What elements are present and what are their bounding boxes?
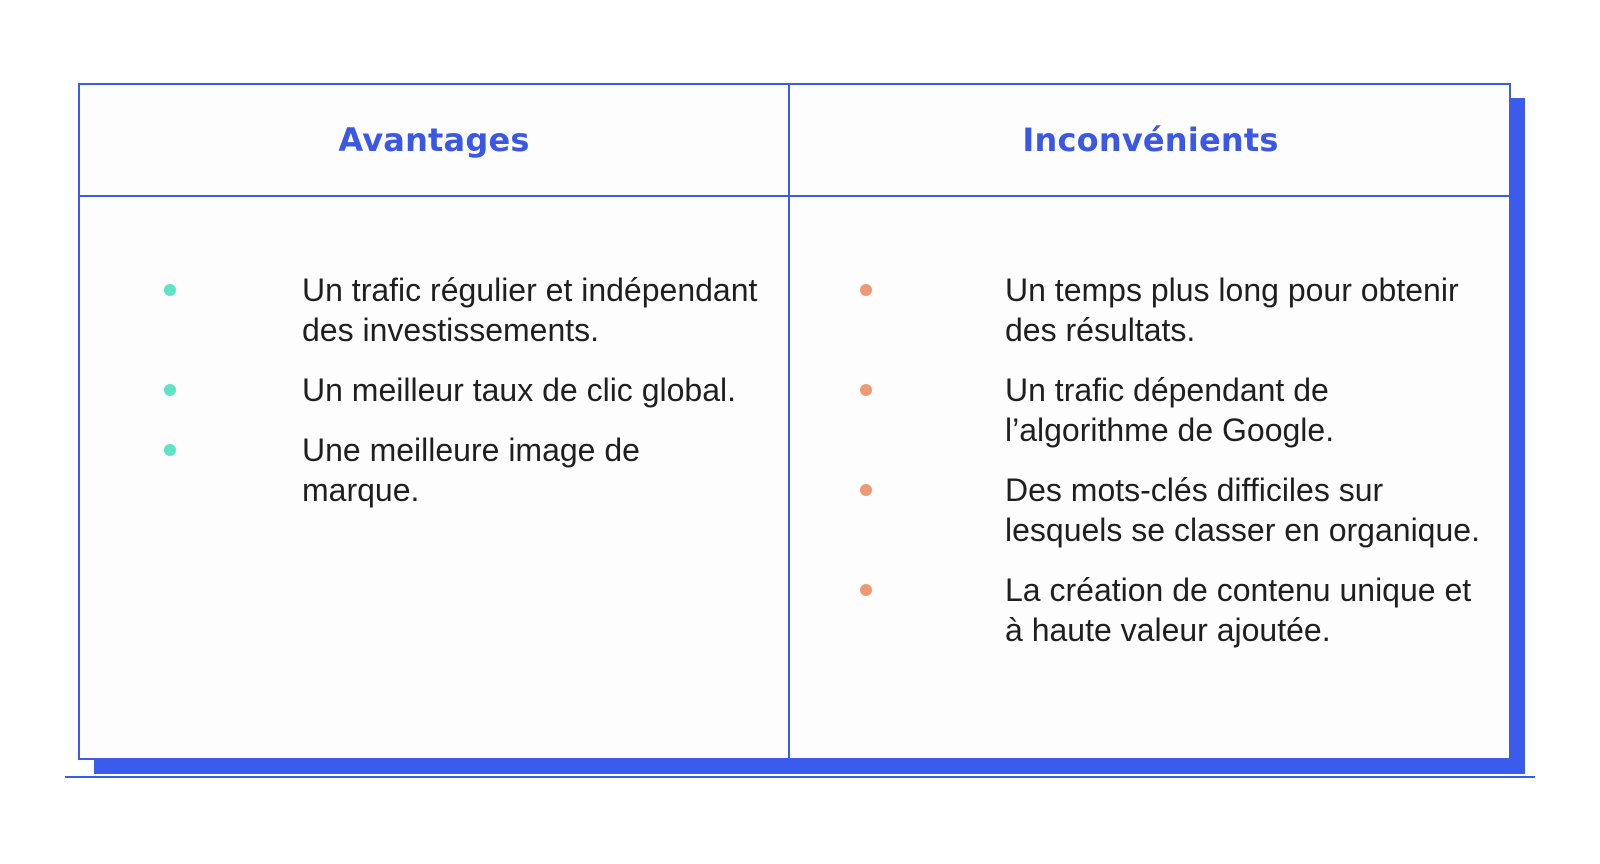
disadvantage-text: Un temps plus long pour obtenir des résultats. — [1005, 272, 1459, 348]
advantages-heading: Avantages — [338, 121, 530, 159]
disadvantage-text: Un trafic dépendant de l’algorithme de Google. — [1005, 372, 1335, 448]
baseline-rule — [65, 776, 1535, 778]
advantage-text: Un trafic régulier et indépendant des investissements. — [302, 272, 758, 348]
disadvantage-text: La création de contenu unique et à haute valeur ajoutée. — [1005, 572, 1472, 648]
disadvantages-list — [860, 270, 1480, 670]
table-header-row — [80, 85, 1509, 197]
pros-cons-table — [78, 83, 1511, 760]
advantage-text: Un meilleur taux de clic global. — [302, 372, 736, 408]
advantage-item — [164, 430, 764, 510]
disadvantage-text: Des mots-clés difficiles sur lesquels se classer en organique. — [1005, 472, 1480, 548]
dot-icon — [860, 384, 872, 396]
disadvantage-item — [860, 470, 1480, 550]
dot-icon — [860, 284, 872, 296]
advantages-list — [164, 270, 764, 530]
dot-icon — [860, 484, 872, 496]
dot-icon — [860, 584, 872, 596]
dot-icon — [164, 384, 176, 396]
advantage-text: Une meilleure image de marque. — [302, 432, 640, 508]
advantage-item — [164, 370, 764, 410]
dot-icon — [164, 284, 176, 296]
dot-icon — [164, 444, 176, 456]
disadvantage-item — [860, 270, 1480, 350]
column-divider — [788, 85, 790, 758]
disadvantage-item — [860, 370, 1480, 450]
disadvantage-item — [860, 570, 1480, 650]
disadvantages-heading: Inconvénients — [1022, 121, 1279, 159]
advantage-item — [164, 270, 764, 350]
